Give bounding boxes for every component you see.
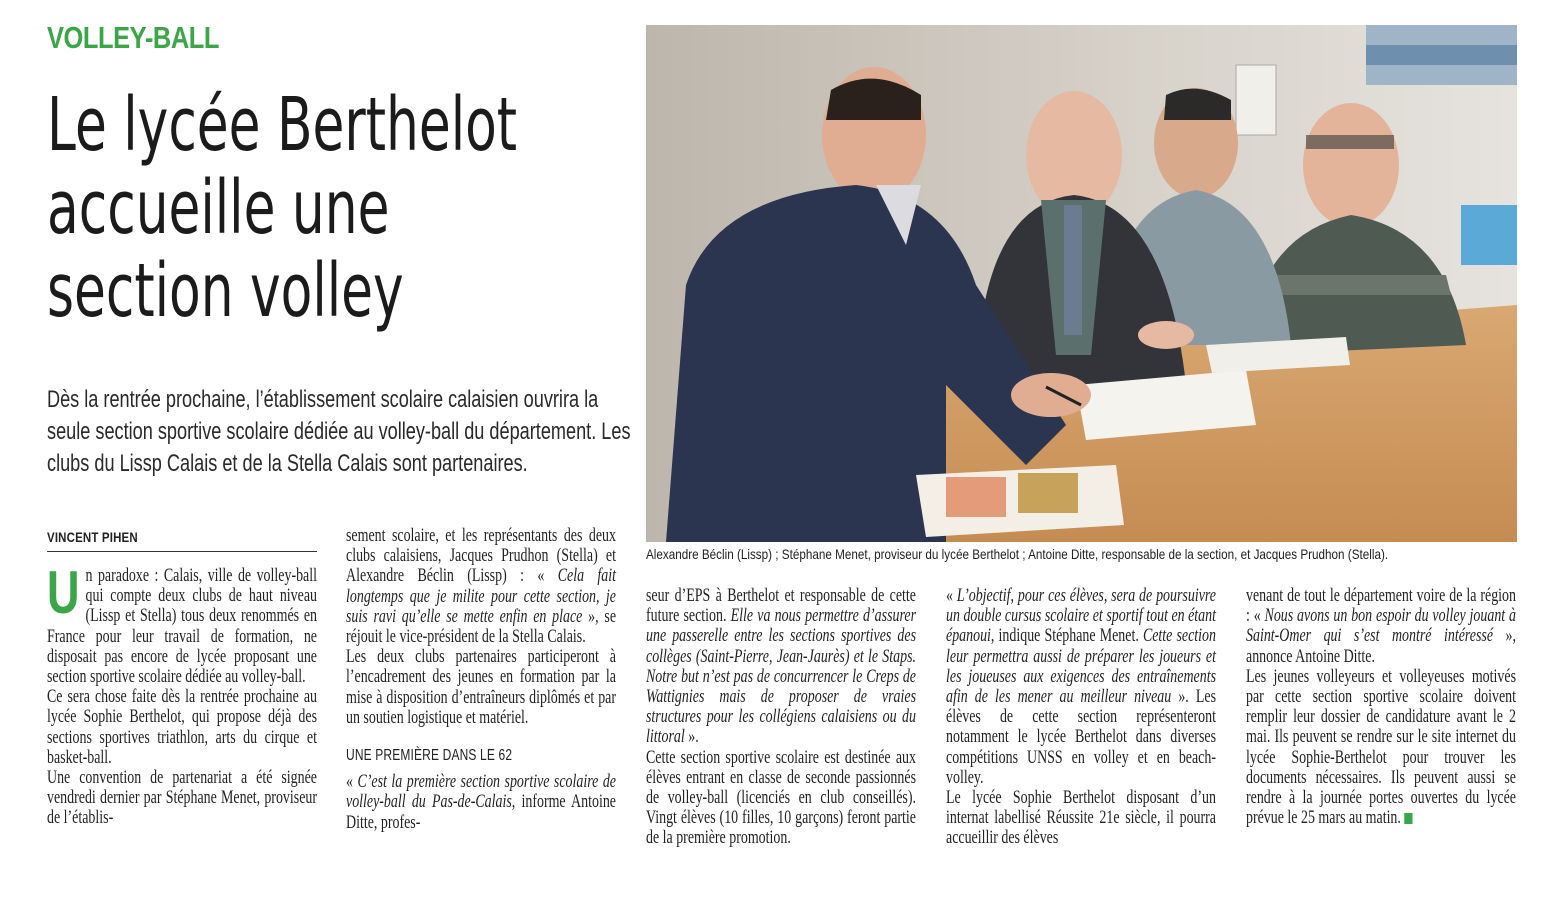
photo-caption: Alexandre Béclin (Lissp) ; Stéphane Menet, proviseur du lycée Berthelot ; Antoine Ditte, responsable de la section, et Jacques Prudhon (Stella). bbox=[646, 546, 1389, 562]
paragraph bbox=[47, 559, 317, 688]
paragraph: Le lycée Sophie Berthelot disposant d’un internat labellisé Réussite 21e siècle, il pourra accueillir des élèves bbox=[946, 787, 1216, 849]
paragraph: Cette section sportive scolaire est destinée aux élèves entrant en classe de seconde passionnés de volley-ball (licenciés en club conseillés). Vingt élèves (10 filles, 10 garçons) feront partie de la première promotion. bbox=[646, 746, 916, 849]
photo-illustration bbox=[646, 25, 1517, 542]
quote: Cette section leur permettra aussi de préparer les joueurs et les joueuses aux exigences des entraînements afin de les mener au meilleur niveau bbox=[946, 625, 1216, 708]
headline-line-1: Le lycée Berthelot bbox=[47, 82, 518, 168]
end-of-article-mark bbox=[1404, 813, 1412, 824]
text-run: , informe Antoine Ditte, profes- bbox=[346, 791, 616, 833]
text-run: venant de tout le département voire de la région : « bbox=[1246, 585, 1516, 627]
article-photo bbox=[646, 25, 1517, 542]
paragraph bbox=[646, 586, 916, 748]
text-run: », annonce Antoine Ditte. bbox=[1246, 625, 1517, 667]
paragraph bbox=[1246, 586, 1516, 667]
text-run: « bbox=[346, 771, 358, 793]
text-run: seur d’EPS à Berthelot et responsable de cette future section. bbox=[646, 585, 916, 627]
text-run: », se réjouit le vice-président de la Stella Calais. bbox=[346, 605, 617, 648]
paragraph-text: n paradoxe : Calais, ville de volley-ball qui compte deux clubs de haut niveau (Lissp et Stella) tous deux renommés en France pour leur travail de formation, ne disposait pas encore de lycée proposant une section sportive scolaire dédiée au volley-ball. bbox=[47, 565, 317, 688]
paragraph bbox=[946, 586, 1216, 788]
dropcap: U bbox=[47, 559, 80, 626]
text-run: ». Les élèves de cette section représenteront notamment le lycée Berthelot dans diverses compétitions UNSS en volley et en beach-volley. bbox=[946, 686, 1217, 788]
paragraph: Une convention de partenariat a été signée vendredi dernier par Stéphane Menet, proviseur de l’établis- bbox=[47, 767, 317, 829]
headline bbox=[47, 84, 565, 333]
quote: C’est la première section sportive scolaire de volley-ball du Pas-de-Calais bbox=[346, 771, 616, 813]
paragraph bbox=[1246, 667, 1516, 829]
article-column-2 bbox=[346, 526, 616, 833]
byline-divider bbox=[47, 551, 317, 552]
paragraph bbox=[346, 526, 616, 647]
paragraph bbox=[346, 772, 616, 833]
paragraph: Les deux clubs partenaires participeront à l’encadrement des jeunes en formation par la mise à disposition d’entraîneurs diplômés et par un soutien logistique et matériel. bbox=[346, 646, 616, 728]
headline-line-3: section volley bbox=[47, 248, 404, 334]
text-run: ». bbox=[684, 726, 699, 748]
paragraph-text: Les jeunes volleyeurs et volleyeuses motivés par cette section sportive scolaire doivent remplir leur dossier de candidature avant le 2 mai. Ils peuvent se rendre sur le site internet du lycée Sophie-Berthelot pour trouver les documents nécessaires. Ils peuvent aussi se rendre à la journée portes ouvertes du lycée prévue le 25 mars au matin. bbox=[1246, 665, 1516, 829]
quote: Cela fait longtemps que je milite pour cette section, je suis ravi qu’elle se mette enfin en place bbox=[346, 565, 617, 627]
quote: Nous avons un bon espoir du volley jouant à Saint-Omer qui s’est montré intéressé bbox=[1246, 605, 1516, 647]
article-column-3 bbox=[646, 586, 916, 849]
quote: L’objectif, pour ces élèves, sera de poursuivre un double cursus scolaire et sportif tout en étant épanoui bbox=[946, 585, 1216, 647]
standfirst: Dès la rentrée prochaine, l’établissement scolaire calaisien ouvrira la seule section sportive scolaire dédiée au volley-ball du département. Les clubs du Lissp Calais et de la Stella Calais sont partenaires. bbox=[47, 386, 631, 477]
text-run: sement scolaire, et les représentants des deux clubs calaisiens, Jacques Prudhon (Stella) et Alexandre Béclin (Lissp) : « bbox=[346, 525, 616, 587]
article-column-1 bbox=[47, 559, 317, 829]
headline-line-2: accueille une bbox=[47, 165, 390, 251]
text-run: , indique Stéphane Menet. bbox=[990, 625, 1143, 647]
byline: VINCENT PIHEN bbox=[47, 529, 138, 545]
article-column-5 bbox=[1246, 586, 1516, 828]
section-rubric: VOLLEY-BALL bbox=[47, 20, 220, 55]
article-column-4 bbox=[946, 586, 1216, 849]
paragraph: Ce sera chose faite dès la rentrée prochaine au lycée Sophie Berthelot, qui propose déjà des sections sportives triathlon, arts du cirque et basket-ball. bbox=[47, 686, 317, 768]
subheading: UNE PREMIÈRE DANS LE 62 bbox=[346, 747, 513, 765]
text-run: « bbox=[946, 585, 957, 606]
quote: Elle va nous permettre d’assurer une passerelle entre les sections sportives des collèges (Saint-Pierre, Jean-Jaurès) et le Staps. Notre but n’est pas de concurrencer le Creps de Wattignies mais de proposer de vraies structures pour les collégiens calaisiens ou du littoral bbox=[646, 605, 916, 748]
